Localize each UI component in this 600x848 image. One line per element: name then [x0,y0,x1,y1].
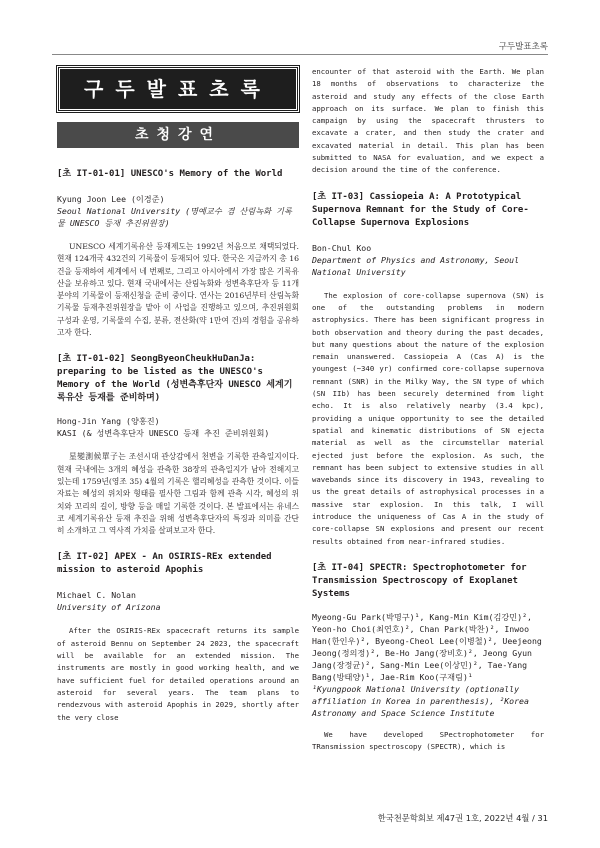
abstract-title: [초 IT-04] SPECTR: Spectrophotometer for Transmission Spectroscopy of Exoplanet Systems [312,562,527,599]
abstract-author: Bon-Chul Koo [312,242,372,253]
left-column [57,66,299,724]
running-head: 구두발표초록 [498,42,548,52]
abstract-author: Michael C. Nolan [57,590,136,601]
section-banner: 구두발표초록 [57,66,299,112]
abstract-affiliation: University of Arizona [57,602,161,613]
abstract-body: UNESCO 세계기록유산 등재제도는 1992년 처음으로 채택되었다. 현재 124개국 432건의 기록물이 등재되어 있다. 한국은 지금까지 총 16건을 등재하여 세계에서 네 번째로, 그리고 아시아에서 가장 많은 기록유산을 보유하고 있다. 현재 국내에서는 산림녹화와 성변측후단자 등 11개 분야의 기록물이 등재신청을 준비 중이다. 연사는 2016년부터 산림녹화기록물 등재추진위원장을 맡아 이 사업을 진행하고 있으며, 추진위원회 구성과 운영, 기록물의 수집, 분류, 전산화(약 1만여 건)의 경험을 공유하고자 한다. [57,242,299,338]
header-rule [52,54,548,55]
abstract-affiliation: Department of Physics and Astronomy, Seoul National University [312,254,520,277]
abstract-body: The explosion of core-collapse supernova (SN) is one of the outstanding problems in modern astrophysics. There has been significant progress in both observation and theory during the past decades, but many questions about the nature of the explosion remain unanswered. Cassiopeia A (Cas A) is the youngest (~340 yr) confirmed core-collapse supernova remnant (SNR) in the Milky Way, the SN type of which (SN IIb) has been securely determined from light echo. It is also relatively nearby (3.4 kpc), providing a unique opportunity to see the detailed spatial and kinematic distributions of SN ejecta material as well as the circumstellar material ejected just before the explosion. As such, the remnant has been subject to extensive studies in all wavebands since its discovery in 1943, revealing to us the great details of astrophysical processes in a massive star explosion. In this talk, I will introduce the uniqueness of Cas A in the study of core-collapse SN explosions and present our recent results obtained from near-infrared studies. [312,290,544,546]
abstract-title: [초 IT-02] APEX - An OSIRIS-REx extended mission to asteroid Apophis [57,552,272,576]
subsection-banner: 초청강연 [57,122,299,148]
right-column [312,66,544,754]
abstract-title: [초 IT-03] Cassiopeia A: A Prototypical Supernova Remnant for the Study of Core-Collapse Supernova Explosions [312,191,529,228]
page-footer: 한국천문학회보 제47권 1호, 2022년 4월 / 31 [377,813,548,823]
abstract-author: Hong-Jin Yang (양홍진) [57,416,160,427]
abstract-body-continued: encounter of that asteroid with the Earth. We plan 18 months of observations to characterize the asteroid and study any effects of the close Earth approach on its surface. We plan to finish this campaign by using the spacecraft thrusters to excavate a crater, and then study the crater and excavated material in detail. This plan has been submitted to NASA for evaluation, and we expect a decision around the time of the conference. [312,67,544,175]
abstract-title: [초 IT-01-01] UNESCO's Memory of the World [57,169,283,179]
abstract-body: 星變測候單子는 조선시대 관상감에서 천변을 기록한 관측일지이다. 현재 국내에는 3개의 혜성을 관측한 38장의 관측일지가 남아 전해지고 있는데 1759년(영조 35) 4월의 기록은 핼리혜성을 관측한 것이다. 이들 자료는 혜성의 위치와 형태를 필사한 그림과 함께 관측 시각, 혜성의 위치와 꼬리의 길이, 방향 등을 매일 기록한 것이다. 본 발표에서는 유네스코 세계기록유산 등재 추진을 위해 성변측후단자의 특징과 의미를 간단히 소개하고 그 역사적 가치를 살펴보고자 한다. [57,452,299,536]
abstract-body: We have developed SPectrophotometer for TRansmission spectroscopy (SPECTR), which is [312,729,544,752]
abstract-affiliation: KASI (& 성변측후단자 UNESCO 등재 추진 준비위원회) [57,428,270,439]
abstract-affiliation: Seoul National University (명예교수 겸 산림녹화 기록물 UNESCO 등재 추진위원장) [57,206,292,228]
abstract-author: Kyung Joon Lee (이경준) [57,194,165,204]
abstract-body: After the OSIRIS-REx spacecraft returns its sample of asteroid Bennu on September 24 2023, the spacecraft will be available for an extended mission. The instruments are mostly in good working health, and we have sufficient fuel for detailed operations around an asteroid for several years. The team plans to rendezvous with asteroid Apophis in 2029, shortly after the very close [57,626,299,722]
abstract-affiliation: ¹Kyungpook National University (optionally affiliation in Korea in parenthesis), ²Korea Astronomy and Space Science Institute [312,683,529,718]
abstract-title: [초 IT-01-02] SeongByeonCheukHuDanJa: preparing to be listed as the UNESCO's Memory of the World (성변측후단자 UNESCO 세계기록유산 등재를 준비하며) [57,354,293,404]
abstract-authors: Myeong-Gu Park(박명구)¹, Kang-Min Kim(김강민)², Yeon-ho Choi(최연호)², Chan Park(박찬)², Inwoo Han(한인우)², Byeong-Cheol Lee(이병철)², Ueejeong Jeong(정의정)², Be-Ho Jang(장비호)², Jeong Gyun Jang(장정균)², Sang-Min Lee(이상민)², Tae-Yang Bang(방태양)¹, Jae-Rim Koo(구재림)¹ [312,611,542,682]
